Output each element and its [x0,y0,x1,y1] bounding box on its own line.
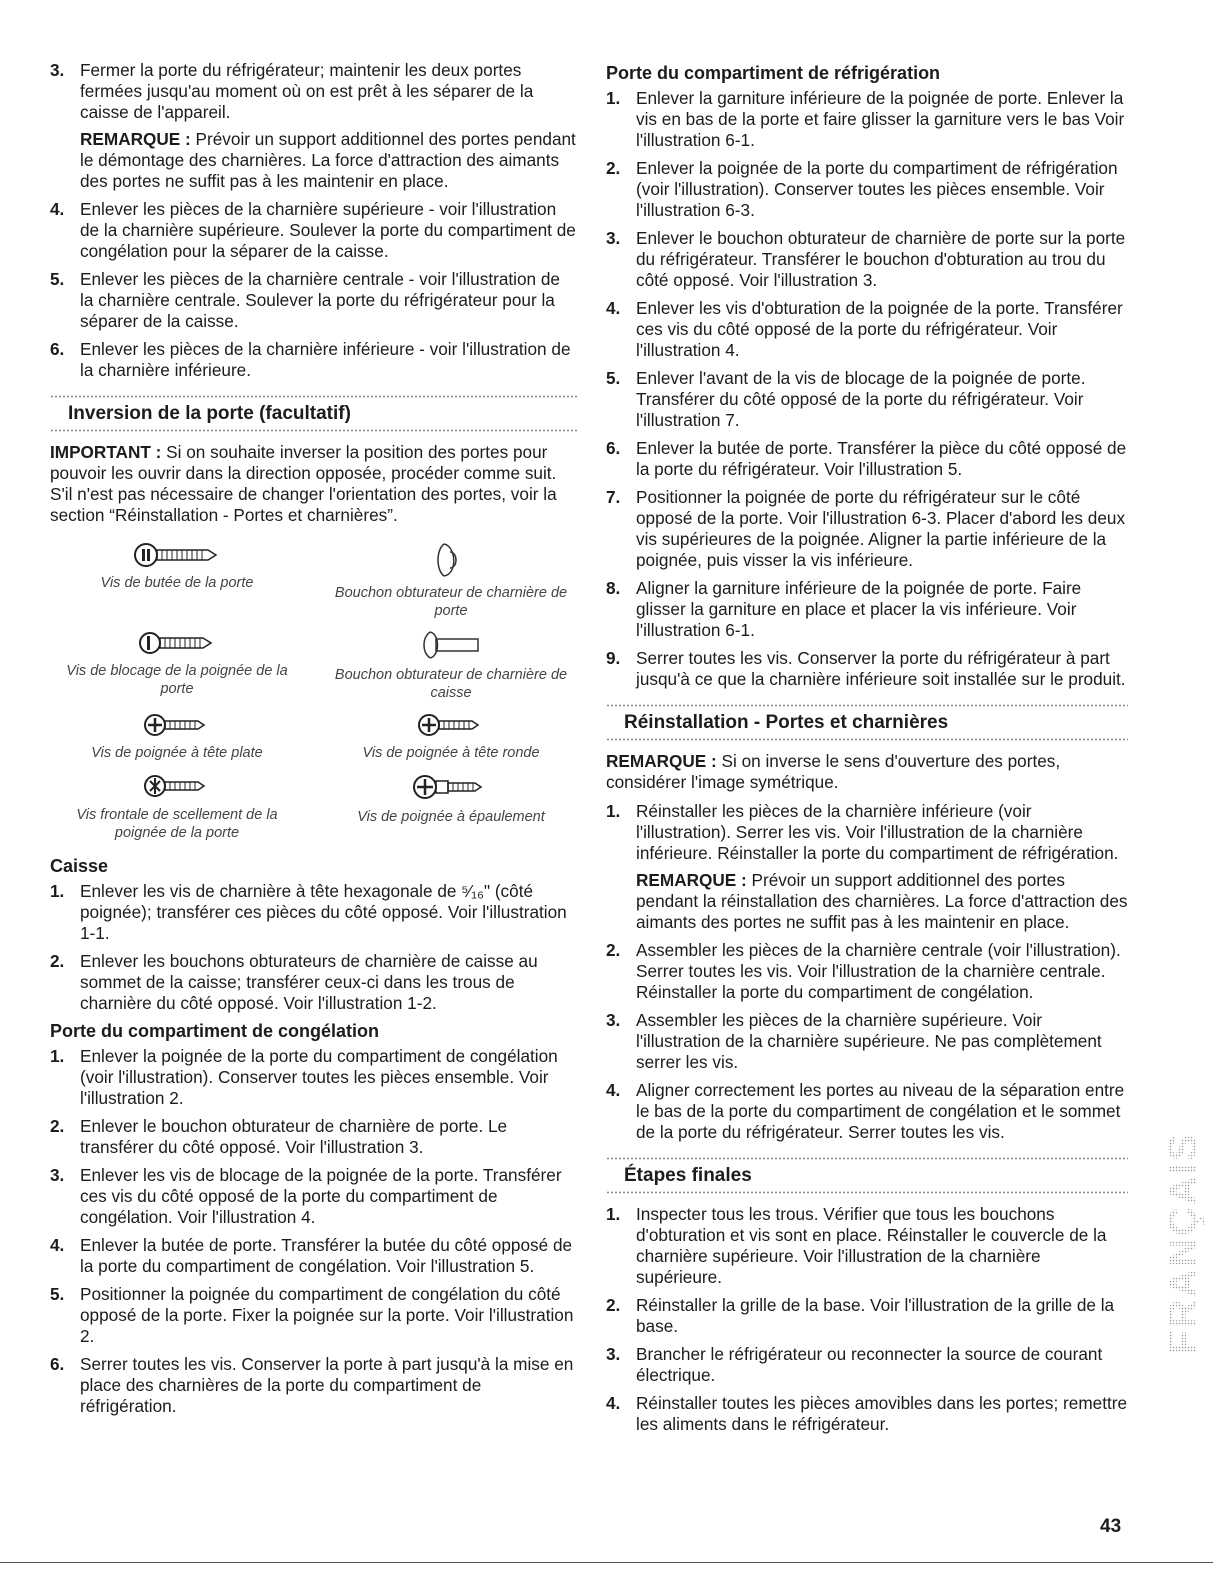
freezer-door-heading: Porte du compartiment de congélation [50,1021,380,1041]
step-number: 1. [606,88,621,108]
step-text: Réinstaller la grille de la base. Voir l'illustration de la grille de la base. [636,1295,1115,1336]
step-text: Assembler les pièces de la charnière centrale (voir l'illustration). Serrer toutes les vis. Voir l'illustration de la charnière centrale. Réinstaller la porte du compartiment de congélation. [636,940,1121,1002]
left-column [50,60,578,1424]
right-column [606,60,1128,1442]
step-text: Positionner la poignée du compartiment de congélation du côté opposé de la porte. Fixer la poignée sur la porte. Voir l'illustration 2. [80,1284,574,1346]
step-text: Aligner correctement les portes au niveau de la séparation entre le bas de la porte du compartiment de congélation et le sommet de la porte du réfrigérateur. Serrer toutes les vis. [636,1080,1125,1142]
reinstall-section-header [606,704,1128,741]
step-number: 6. [50,339,65,359]
door-stop-screw-icon [132,540,222,570]
dotted-divider [606,738,1128,741]
step-text: Enlever les pièces de la charnière inférieure - voir l'illustration de la charnière inférieure. [80,339,571,380]
step-text: Enlever les pièces de la charnière supérieure - voir l'illustration de la charnière supérieure. Soulever la porte du compartiment de congélation pour la séparer de la caisse. [80,199,576,261]
step-number: 3. [606,1010,621,1030]
step-number: 2. [606,158,621,178]
remark-text: Prévoir un support additionnel des portes pendant le démontage des charnières. La force d'attraction des aimants des portes ne suffit pas à les maintenir en place. [80,129,576,191]
step-text: Enlever les vis de charnière à tête hexagonale de ⁵⁄₁₆" (côté poignée); transférer ces pièces du côté opposé. Voir l'illustration 1-1. [80,881,567,943]
step-text: Enlever les vis d'obturation de la poignée de la porte. Transférer ces vis du côté opposé de la porte du réfrigérateur. Voir l'illustration 4. [636,298,1123,360]
list-item [606,158,1128,221]
step-text: Brancher le réfrigérateur ou reconnecter la source de courant électrique. [636,1344,1103,1385]
footer-rule [0,1562,1213,1563]
part-shoulder-handle-screw [324,770,578,842]
list-item [606,1204,1128,1288]
list-item [50,1354,578,1417]
part-door-hinge-plug [324,540,578,620]
part-caption: Bouchon obturateur de charnière de caisse [334,667,568,701]
step-number: 2. [606,940,621,960]
dotted-divider [50,429,578,432]
list-item [50,1284,578,1347]
part-caption: Vis de butée de la porte [100,575,254,591]
list-item [606,1080,1128,1143]
step-text: Enlever le bouchon obturateur de charnière de porte. Le transférer du côté opposé. Voir l'illustration 3. [80,1116,508,1157]
part-handle-lock-screw [50,628,304,702]
step-number: 6. [606,438,621,458]
section-title: Inversion de la porte (facultatif) [68,403,351,424]
step-text: Enlever les vis de blocage de la poignée de la porte. Transférer ces vis du côté opposé de la porte du compartiment de congélation. Voir l'illustration 4. [80,1165,562,1227]
final-steps-section-header [606,1157,1128,1194]
step-number: 7. [606,487,621,507]
step-number: 6. [50,1354,65,1374]
step-number: 4. [606,1393,621,1413]
part-round-head-handle-screw [324,710,578,762]
step-number: 1. [606,1204,621,1224]
step-number: 8. [606,578,621,598]
part-caption: Vis de blocage de la poignée de la porte [66,663,288,697]
step-number: 5. [50,269,65,289]
important-label: IMPORTANT : [50,442,162,462]
list-item [50,881,578,944]
step-text: Enlever les bouchons obturateurs de charnière de caisse au sommet de la caisse; transférer ceux-ci dans les trous de charnière du côté opposé. Voir l'illustration 1-2. [80,951,538,1013]
inversion-section-header [50,395,578,432]
remark-label: REMARQUE : [80,129,191,149]
list-item [606,578,1128,641]
part-caption: Vis frontale de scellement de la poignée de la porte [76,807,278,841]
remark-label: REMARQUE : [606,751,717,771]
part-cabinet-hinge-plug [324,628,578,702]
step-number: 2. [606,1295,621,1315]
step-text: Serrer toutes les vis. Conserver la porte du réfrigérateur à part jusqu'à ce que la charnière inférieure soit installée sur le produit. [636,648,1126,689]
step-text: Enlever la garniture inférieure de la poignée de porte. Enlever la vis en bas de la porte et faire glisser la garniture vers le bas Voir l'illustration 6-1. [636,88,1125,150]
section-title: Réinstallation - Portes et charnières [624,712,949,733]
list-item [50,1116,578,1158]
step-text: Réinstaller les pièces de la charnière inférieure (voir l'illustration). Serrer les vis. Voir l'illustration de la charnière inférieure. Réinstaller la porte du compartiment de réfrigération. [636,801,1119,863]
step-text: Enlever l'avant de la vis de blocage de la poignée de porte. Transférer du côté opposé de la porte du réfrigérateur. Voir l'illustration 7. [636,368,1086,430]
step-number: 4. [606,298,621,318]
page-number: 43 [1100,1516,1122,1537]
part-caption: Bouchon obturateur de charnière de porte [334,585,568,619]
step-text: Inspecter tous les trous. Vérifier que tous les bouchons d'obturation et vis sont en place. Réinstaller le couvercle de la charnière supérieure. Voir l'illustration de la charnière supérieure. [636,1204,1107,1287]
step-text: Enlever le bouchon obturateur de charnière de porte sur la porte du réfrigérateur. Transférer le bouchon d'obturation au trou du côté opposé. Voir l'illustration 3. [636,228,1126,290]
list-item [606,368,1128,431]
list-item [606,487,1128,571]
step-text: Fermer la porte du réfrigérateur; maintenir les deux portes fermées jusqu'au moment où on est prêt à les séparer de la caisse de l'appareil. [80,60,534,122]
step-number: 4. [50,1235,65,1255]
fridge-steps-list [606,88,1128,690]
list-item [606,648,1128,690]
step-number: 5. [606,368,621,388]
part-caption: Vis de poignée à épaulement [357,809,545,825]
step-text: Réinstaller toutes les pièces amovibles dans les portes; remettre les aliments dans le réfrigérateur. [636,1393,1128,1434]
list-item [606,88,1128,151]
part-caption: Vis de poignée à tête ronde [362,745,540,761]
step-text: Enlever les pièces de la charnière centrale - voir l'illustration de la charnière centrale. Soulever la porte du réfrigérateur pour la séparer de la caisse. [80,269,560,331]
step-number: 5. [50,1284,65,1304]
shoulder-handle-screw-icon [411,770,491,804]
part-door-stop-screw [50,540,304,620]
step-number: 3. [606,228,621,248]
list-item [50,339,578,381]
part-front-seal-screw [50,770,304,842]
list-item [606,298,1128,361]
step-number: 2. [50,951,65,971]
reinstall-remark [606,751,1128,793]
section-title: Étapes finales [624,1165,752,1186]
step-text: Positionner la poignée de porte du réfrigérateur sur le côté opposé de la porte. Voir l'illustration 6-3. Placer d'abord les deux vis supérieures de la poignée. Aligner la partie inférieure de la poignée, puis visser la vis inférieure. [636,487,1126,570]
list-item [606,438,1128,480]
step-number: 1. [606,801,621,821]
freezer-steps-list [50,1046,578,1417]
remark-text: Si on inverse le sens d'ouverture des portes, considérer l'image symétrique. [606,751,1061,792]
step-number: 9. [606,648,621,668]
step-number: 3. [606,1344,621,1364]
list-item [50,1165,578,1228]
door-hinge-plug-icon [426,540,476,580]
final-steps-list [606,1204,1128,1435]
remark-text: Prévoir un support additionnel des portes pendant la réinstallation des charnières. La force d'attraction des aimants des portes ne suffit pas à les maintenir en place. [636,870,1128,932]
step-number: 1. [50,1046,65,1066]
remark [636,870,1128,933]
list-item [606,1295,1128,1337]
handle-lock-screw-icon [137,628,217,658]
step-text: Enlever la butée de porte. Transférer la pièce du côté opposé de la porte du réfrigérateur. Voir l'illustration 5. [636,438,1127,479]
part-caption: Vis de poignée à tête plate [91,745,263,761]
step-text: Enlever la poignée de la porte du compartiment de congélation (voir l'illustration). Conserver toutes les pièces ensemble. Voir l'illustration 2. [80,1046,558,1108]
step-number: 1. [50,881,65,901]
step-text: Enlever la poignée de la porte du compartiment de réfrigération (voir l'illustration). Conserver toutes les pièces ensemble. Voir l'illustration 6-3. [636,158,1118,220]
caisse-heading: Caisse [50,856,109,876]
fridge-door-heading: Porte du compartiment de réfrigération [606,63,941,83]
dotted-divider [606,1191,1128,1194]
remark [80,129,578,192]
step-number: 4. [606,1080,621,1100]
step-number: 3. [50,60,65,80]
important-text: Si on souhaite inverser la position des portes pour pouvoir les ouvrir dans la direction opposée, procéder comme suit. S'il n'est pas nécessaire de changer l'orientation des portes, voir la section “Réinstallation - Portes et charnières”. [50,442,557,525]
side-tab-label: FRANÇAIS [1161,1132,1205,1355]
reinstall-steps-list [606,801,1128,1143]
list-item [50,951,578,1014]
front-seal-screw-icon [142,770,212,802]
step-number: 2. [50,1116,65,1136]
list-item [606,1393,1128,1435]
step-text: Aligner la garniture inférieure de la poignée de porte. Faire glisser la garniture en place et placer la vis inférieure. Voir l'illustration 6-1. [636,578,1082,640]
round-head-handle-screw-icon [416,710,486,740]
step-number: 3. [50,1165,65,1185]
language-side-tab [1160,1080,1210,1360]
list-item [606,940,1128,1003]
step-number: 4. [50,199,65,219]
remark-label: REMARQUE : [636,870,747,890]
top-steps-list [50,60,578,381]
list-item [606,1010,1128,1073]
cabinet-hinge-plug-icon [416,628,486,662]
list-item [50,1235,578,1277]
step-text: Serrer toutes les vis. Conserver la porte à part jusqu'à la mise en place des charnières de la porte du compartiment de réfrigération. [80,1354,574,1416]
list-item [50,199,578,262]
list-item [606,801,1128,933]
list-item [606,228,1128,291]
step-text: Enlever la butée de porte. Transférer la butée du côté opposé de la porte du compartiment de congélation. Voir l'illustration 5. [80,1235,573,1276]
important-note [50,442,578,526]
part-flat-head-handle-screw [50,710,304,762]
step-text: Assembler les pièces de la charnière supérieure. Voir l'illustration de la charnière supérieure. Ne pas complètement serrer les vis. [636,1010,1102,1072]
list-item [50,1046,578,1109]
list-item [50,269,578,332]
flat-head-handle-screw-icon [142,710,212,740]
list-item [50,60,578,192]
caisse-steps-list [50,881,578,1014]
list-item [606,1344,1128,1386]
parts-illustration-grid [50,540,578,842]
